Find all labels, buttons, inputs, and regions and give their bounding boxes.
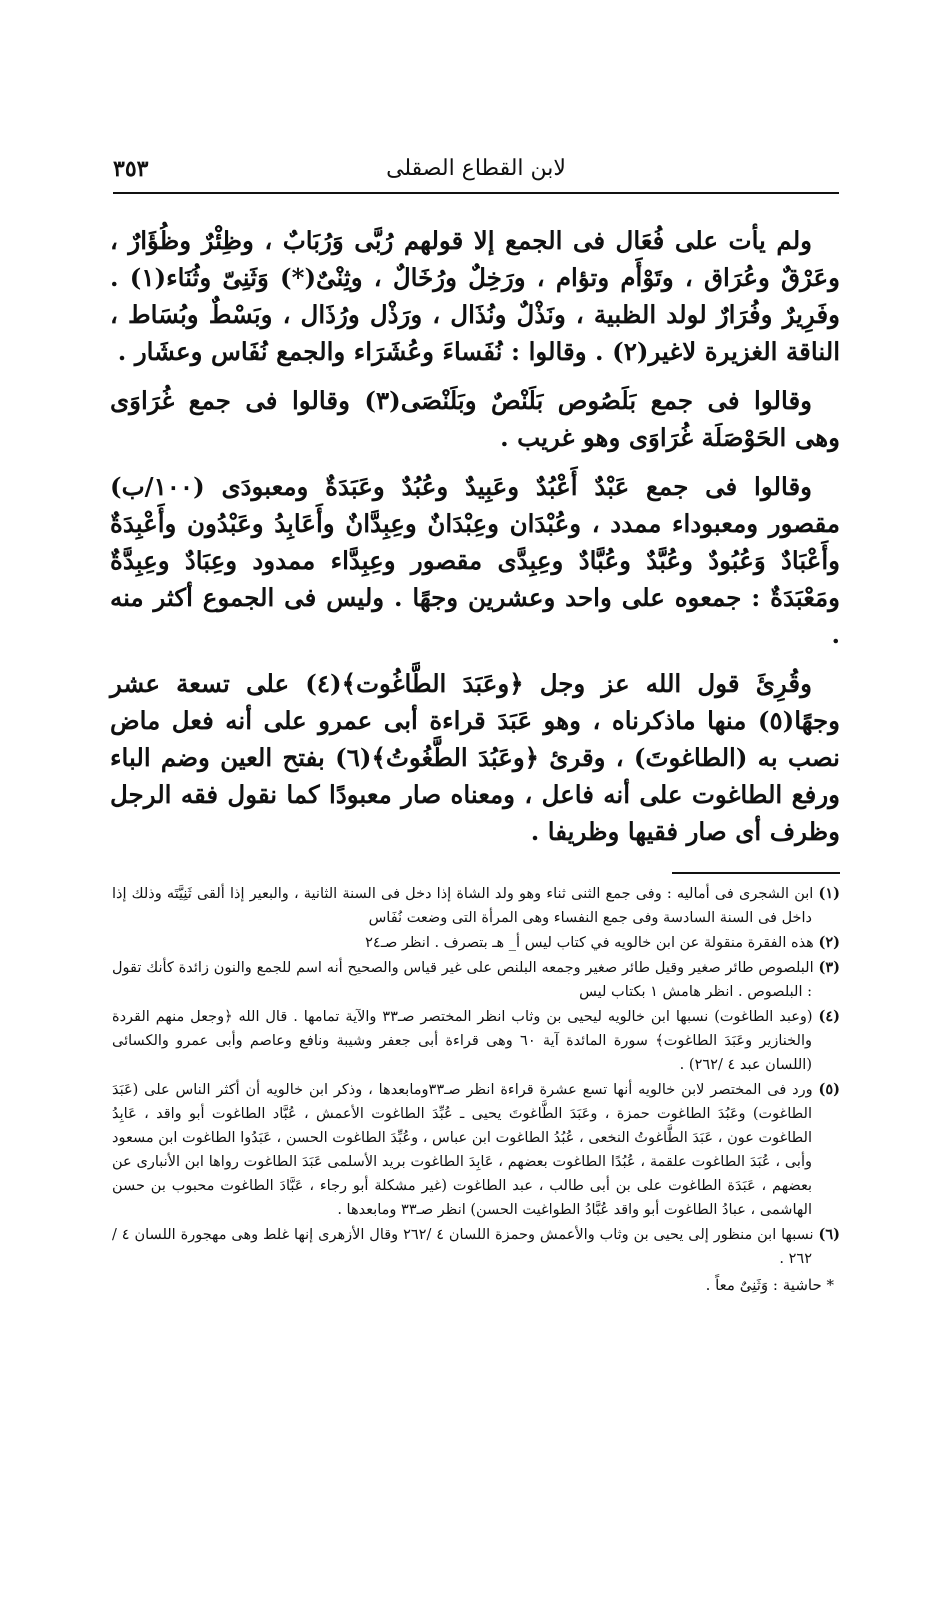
footnote-number: (٣) — [818, 959, 841, 976]
footnote-text: ابن الشجرى فى أماليه : وفى جمع الثنى ثناء وهو ولد الشاة إذا دخل فى السنة الثانية ، والبعير إذا ألقى ثَنِيَّتَه وذلك إذا داخل فى السنة السادسة وفى جمع النفساء وهى المرأة التى وضعت نُفَاس — [112, 886, 814, 926]
footnote-number: (١) — [818, 885, 840, 902]
footnote — [112, 882, 840, 930]
running-header — [113, 152, 839, 194]
paragraph: وقُرِئَ قول الله عز وجل ﴿وعَبَدَ الطَّاغُوت﴾(٤) على تسعة عشر وجهًا(٥) منها ماذكرناه ، وهو عَبَدَ قراءة أبى عمرو على أنه فعل ماض نصب به (الطاغوتَ) ، وقرئ ﴿وعَبُدَ الطَّغُوتُ﴾(٦) بفتح العين وضم الباء ورفع الطاغوت على أنه فاعل ، ومعناه صار معبودًا كما نقول فقه الرجل وظرف أى صار فقيها وظريفا . — [110, 669, 840, 846]
footnote-text: (وعبد الطاغوت) نسبها ابن خالويه ليحيى بن وثاب انظر المختصر صـ٣٣ والآية تمامها . قال الله ﴿وجعل منهم القردة والخنازير وعَبَدَ الطاغوت﴾ سورة المائدة آية ٦٠ وهى قراءة أبى جعفر وشيبة ونافع وعاصم وأبى عمرو والكسائى (اللسان عبد ٤ /٢٦٢) . — [112, 1009, 813, 1073]
paragraph: وقالوا فى جمع عَبْدٌ أَعْبُدٌ وعَبِيدٌ وعُبُدٌ وعَبَدَةٌ ومعبودَى (١٠٠/ب) مقصور ومعبوداء ممدد ، وعُبْدَان وعِبْدَانٌ وعِبِدَّانٌ وأَعَابِدُ وعَبْدُون وأَعْبِدَةٌ وأَعْبَادٌ وَعُبُودٌ وعُبَّدٌ وعُبَّادٌ وعِبِدَّى مقصور وعِبِدَّاء ممدود وعِبَادٌ وعِبِدَّةٌ ومَعْبَدَةٌ : جمعوه على واحد وعشرين وجهًا . وليس فى الجموع أكثر منه . — [110, 472, 840, 649]
footnote — [112, 1005, 840, 1077]
main-text — [110, 222, 840, 862]
footnote — [112, 956, 840, 1004]
footnote-separator — [672, 872, 840, 874]
footnote — [112, 1223, 840, 1271]
footnote-text: ورد فى المختصر لابن خالويه أنها تسع عشرة قراءة انظر صـ٣٣ومابعدها ، وذكر ابن خالويه أن أكثر الناس على (عَبَدَ الطاغوت) وعَبُدَ الطاغوت حمزة ، وعَبَدَ الطَّاغوتَ يحيى ـ عُبِّدَ الطاغوت الأعمش ، عُبَّاد الطاغوت أبو واقد ، عَابِدُ الطاغوت عون ، عَبَدَ الطَّاغوتُ النخعى ، عُبُدُ الطاغوت ابن عباس ، وعُبِّدَ الطاغوت الحسن ، عَبَدُوا الطاغوت ابن مسعود وأبى ، عُبَدَ الطاغوت علقمة ، عُبُدًا الطاغوت بعضهم ، عَابِدَ الطاغوت بريد الأسلمى عَبَدَ الطاغوت رواها ابن الأنبارى عن بعضهم ، عَبَدَة الطاغوت على بن أبى طالب ، عبد الطاغوت (غير مشكلة أبو رجاء ، عَبَّادَ الطاغوت محبوب بن حسن الهاشمى ، عبادُ الطاغوت أبو واقد عُبَّادُ الطواغيت الحسن) انظر صـ٣٣ ومابعدها . — [112, 1082, 813, 1218]
footnote-number: (٥) — [818, 1081, 840, 1098]
paragraph: وقالوا فى جمع بَلَصُوص بَلَنْصٌ وبَلَنْصَى(٣) وقالوا فى جمع غُرَاوَى وهى الحَوْصَلَة غُرَاوَى وهو غريب . — [110, 386, 840, 452]
page-number: ٣٥٣ — [113, 156, 149, 182]
running-title: لابن القطاع الصقلى — [386, 156, 566, 181]
footnote-text: هذه الفقرة منقولة عن ابن خالويه في كتاب ليس أ_ هـ بتصرف . انظر صـ٢٤ — [365, 935, 814, 951]
margin-note: * حاشية : وَثَنِىٌ معاً . — [705, 1276, 834, 1294]
footnote-text: البلصوص طائر صغير وقيل طائر صغير وجمعه البلنص على غير قياس والصحيح أنه اسم للجمع والنون زائدة كأنك تقول : البلصوص . انظر هامش ١ بكتاب ليس — [112, 960, 814, 1000]
paragraph: ولم يأت على فُعَال فى الجمع إلا قولهم رُبَّى وَرُبَابٌ ، وظِئْرٌ وظُؤَارٌ ، وعَرْقٌ وعُرَاق ، وتَوْأَم وتؤام ، ورَخِلٌ ورُخَالٌ ، وثِنْىٌ(*) وَثَنِىّ وثُنَاء(١) . وفَرِيرٌ وفُرَارٌ لولد الظبية ، ونَذْلٌ ونُذَال ، ورَذْل ورُذَال ، وبَسْطٌ وبُسَاط ، الناقة الغزيرة لاغير(٢) . وقالوا : نُفَساءَ وعُشَرَاء والجمع نُفَاس وعشَار . — [110, 226, 841, 366]
footnote-text: نسبها ابن منظور إلى يحيى بن وثاب والأعمش وحمزة اللسان ٤ /٢٦٢ وقال الأزهرى إنها غلط وهى مهجورة اللسان ٤ /٢٦٢ . — [112, 1227, 814, 1267]
footnote — [112, 931, 840, 955]
footnote-number: (٦) — [818, 1226, 840, 1243]
footnote-number: (٤) — [818, 1008, 841, 1025]
footnotes — [112, 882, 840, 1297]
footnote-number: (٢) — [818, 934, 840, 951]
footnote — [112, 1078, 840, 1222]
